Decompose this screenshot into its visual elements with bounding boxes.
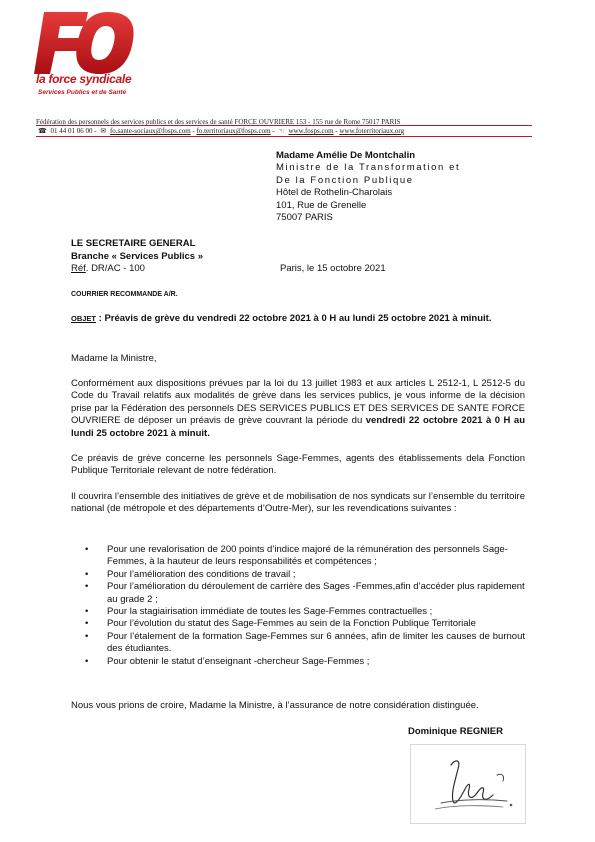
- list-item: • Pour la stagiairisation immédiate de toutes les Sage-Femmes contractuelles ;: [85, 606, 433, 618]
- pointer-icon: ☜: [278, 127, 285, 135]
- recipient-line: Ministre de la Transformation et: [276, 162, 461, 174]
- recipient-line: De la Fonction Publique: [276, 174, 414, 186]
- letterhead-address: Fédération des personnels des services publics et des services de santé FORCE OUVRIERE 153 - 155 rue de Rome 75017 PARIS: [36, 118, 401, 126]
- list-item: • Pour l’amélioration du déroulement de carrière des Sages -Femmes,afin d’accéder plus rapidement au grade 2 ;: [85, 581, 525, 605]
- sender-block: [71, 238, 203, 276]
- list-item: • Pour l’amélioration des conditions de travail ;: [85, 568, 296, 580]
- letter-date: Paris, le 15 octobre 2021: [280, 263, 386, 274]
- paragraph-scope: Ce préavis de grève concerne les personnels Sage-Femmes, agents des établissements dela Fonction Publique Territoriale relevant de notre fédération.: [71, 453, 525, 477]
- reference: Réf. DR/AC - 100: [71, 263, 145, 274]
- phone-icon: ☎: [38, 127, 47, 135]
- web-link-foterritoriaux[interactable]: www.foterritoriaux.org: [339, 127, 405, 135]
- list-item: • Pour une revalorisation de 200 points d’indice majoré de la rémunération des personnels Sage-Femmes, à la hauteur de leurs responsabilités et compétences ;: [85, 544, 508, 568]
- recipient-line: 101, Rue de Grenelle: [276, 199, 367, 211]
- list-item: • Pour l’évolution du statut des Sage-Femmes au sein de la Fonction Publique Territoriale: [85, 618, 476, 630]
- phone-number: 01 44 01 06 00: [50, 127, 93, 135]
- sender-title: LE SECRETAIRE GENERAL: [71, 238, 196, 249]
- handwritten-signature: [411, 745, 525, 823]
- email-link-sante[interactable]: fo.sante-sociaux@fosps.com: [109, 127, 191, 135]
- subject-label: OBJET: [71, 314, 97, 323]
- letter-subject: OBJET : Préavis de grève du vendredi 22 octobre 2021 à 0 H au lundi 25 octobre 2021 à minuit.: [71, 313, 492, 324]
- recipient-name: Madame Amélie De Montchalin: [276, 150, 416, 161]
- logo-tagline: la force syndicale: [36, 72, 132, 86]
- list-item: • Pour l’étalement de la formation Sage-Femmes sur 6 années, afin de limiter les causes de burnout des étudiantes.: [85, 630, 525, 655]
- demands-list: [85, 544, 525, 668]
- signature-box: [410, 744, 526, 824]
- letterhead-rule-top: [36, 125, 532, 126]
- closing-formula: Nous vous prions de croire, Madame la Ministre, à l’assurance de notre considération distinguée.: [71, 700, 479, 711]
- registered-mail-notice: COURRIER RECOMMANDE A/R.: [71, 291, 178, 298]
- list-item: • Pour obtenir le statut d’enseignant -chercheur Sage-Femmes ;: [85, 655, 370, 667]
- paragraph-notice: Conformément aux dispositions prévues par la loi du 13 juillet 1983 et aux articles L 2512-1, L 2512-5 du Code du Travail relatifs aux modalités de grève dans les services publics, je vous informe de la décision prise par la Fédération des personnels DES SERVICES PUBLICS ET DES SERVICES DE SANTE FORCE OUVRIERE de déposer un préavis de grève couvrant la période du vendredi 22 octobre 2021 à 0 H au lundi 25 octobre 2021 à minuit.: [71, 378, 525, 439]
- recipient-line: 75007 PARIS: [276, 212, 333, 224]
- web-link-fosps[interactable]: www.fosps.com: [288, 127, 334, 135]
- sender-branch: Branche « Services Publics »: [71, 250, 204, 262]
- salutation: Madame la Ministre,: [71, 353, 157, 364]
- logo-subline: Services Publics et de Santé: [38, 89, 127, 96]
- email-link-territoriaux[interactable]: fo.territoriaux@fosps.com: [196, 127, 271, 135]
- letterhead-rule-bottom: [36, 136, 532, 137]
- mail-icon: ✉: [100, 127, 107, 135]
- recipient-line: Hôtel de Rothelin-Charolais: [276, 187, 393, 199]
- letterhead-contacts: ☎ 01 44 01 06 00 - ✉ fo.sante-sociaux@fosps.com - fo.territoriaux@fosps.com - ☜ www.fosps.com - www.foterritoriaux.org: [38, 127, 405, 135]
- paragraph-mobilisation: Il couvrira l’ensemble des initiatives de grève et de mobilisation de nos syndicats sur l’ensemble du territoire national (de métropole et des départements d’Outre-Mer), sur les revendications suivantes :: [71, 491, 525, 515]
- fo-logo: [30, 8, 142, 114]
- recipient-block: [276, 150, 460, 224]
- signer-name: Dominique REGNIER: [408, 726, 504, 737]
